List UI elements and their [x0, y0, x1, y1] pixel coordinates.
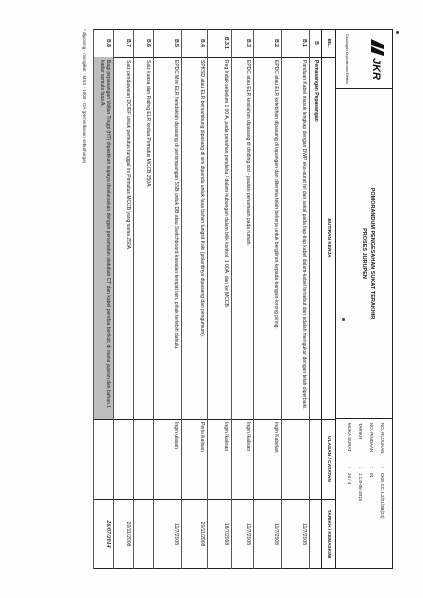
- row-description: Pemasangan Pepasangan: [313, 60, 319, 122]
- logo-text: JKR: [370, 58, 382, 81]
- row-number: B.8: [105, 39, 111, 47]
- reference-label: NO. RUJUKAN: [380, 423, 385, 454]
- row-number: B.5: [173, 39, 179, 47]
- table-row: [231, 29, 253, 569]
- table-row: [113, 29, 133, 569]
- row-description: EPDC atau ELR kelebihan dipasang di lapangan dan diterima telah bekerja untuk bergiliran kepada bangun-lorong piring.: [273, 60, 279, 329]
- rotated-form: [63, 29, 393, 569]
- row-date: 11/7/2008: [245, 523, 251, 545]
- row-note: Ingin Kabelan: [273, 422, 279, 453]
- row-number: B.3.1: [223, 37, 229, 49]
- row-description: Reg Induk sebelum 1.00 A, pada penahan pendahu / dalam hubungan dalam bilik kontrol. 1 00A. dan ke MCCB.: [223, 60, 229, 309]
- col-header-note: ULASAN / CATATAN: [321, 419, 335, 499]
- row-date: 11/7/2008: [301, 523, 307, 545]
- row-description: Saiz kuasa dan Rating ELR kedua Pemutus MCCB 250A.: [145, 60, 151, 188]
- row-description: Bagi pepasangan Voltan Tinggi (HT) dipastikan supaya diselaraskan dengan penamatan alatubah CT dan kabel pendua berikut; di mana jajaran dan bahan 1 kadar semula fasa A.: [94, 57, 113, 419]
- col-header-date: TARIKH / KEMASKINI: [321, 499, 335, 569]
- col-header-desc: BUTIRAN KERJA: [321, 57, 335, 419]
- row-note: [94, 419, 113, 499]
- reference-value: 24 / 4: [347, 473, 352, 485]
- row-number: B.3: [245, 39, 251, 47]
- row-date: 11/7/2008: [173, 523, 179, 545]
- table-row: [181, 29, 207, 569]
- reference-value: 1.1.0-05-2015: [358, 473, 363, 502]
- row-number: B.6: [145, 39, 151, 47]
- row-note: [114, 419, 133, 499]
- row-number: B.7: [125, 39, 131, 47]
- table-row: [133, 29, 153, 569]
- row-note: Perlu ikalisan: [199, 422, 205, 452]
- reference-separator: :: [347, 467, 352, 469]
- reference-row: [355, 423, 365, 565]
- row-note: Ingin Ikalisan: [245, 422, 251, 452]
- reference-value: CKE.CC.1.2/21/3B(24): [380, 473, 385, 519]
- jkr-logo-icon: [369, 37, 387, 81]
- row-date: 26/07/2014: [105, 520, 111, 548]
- table-row: [93, 29, 113, 569]
- form-header: [335, 29, 393, 569]
- title-box: [335, 89, 393, 419]
- scan-speck: [396, 31, 399, 34]
- reference-row: [344, 423, 354, 565]
- row-description: Panduan Kabel masuk lengkap dengan DWP eka-aurat fel dan sakal pada tiap-tiap kabel dalam-kabel tersebut dan adalah mengukur dengan telah diperbaiki.: [301, 60, 307, 410]
- row-date: [134, 499, 153, 569]
- logo-caption: Cawangan Kejuruteraan Elektrik: [345, 33, 349, 85]
- row-note: Ingin Ikalisan: [223, 422, 229, 452]
- row-note: Ingin ulasan: [173, 422, 179, 449]
- table-row: [281, 29, 309, 569]
- form-title: POMORANDUM PENGESAHAN SUKAT TERAKHIR: [369, 187, 375, 320]
- row-description: EPDC atau ELR kesilahan dipasang di dinding sisi - pautan penamaan pada rumah.: [245, 60, 251, 246]
- row-description: Saiz pendawaian DC/EF untuk pemutus tunggal ini Pemutus MCCB yang sama 250A.: [125, 60, 131, 251]
- reference-label: MUKA SURAT: [347, 423, 352, 452]
- reference-row: [366, 423, 376, 565]
- row-note: [310, 419, 321, 499]
- col-header-no: BIL.: [321, 29, 335, 57]
- row-number: B.1: [301, 39, 307, 47]
- row-number: B.4: [199, 39, 205, 47]
- reference-label: TARIKH: [358, 423, 363, 440]
- logo-box: [335, 29, 393, 89]
- reference-separator: :: [380, 467, 385, 469]
- row-date: 11/7/2008: [273, 523, 279, 545]
- form-subtitle: PROSES JURUPEN: [361, 228, 367, 279]
- reference-value: 01: [369, 473, 374, 479]
- reference-box: [335, 419, 393, 569]
- row-description: EPDC Mini ELR hendaklah dipasang di persimpangan SSB untuk DB atau Switchboard kawalan tempat lain, pihak terlebih dahulu.: [173, 60, 179, 350]
- table-row: [153, 29, 181, 569]
- row-date: [310, 499, 321, 569]
- row-number: B.2: [273, 39, 279, 47]
- reference-separator: :: [369, 467, 374, 469]
- row-description: SPKSD atau ELR bersambung dipasang di sini dipandu untuk fasa bahan tungsit Kaki (polaritinya dipasang dan pengumum).: [199, 60, 205, 338]
- row-number: B: [313, 41, 319, 45]
- reference-separator: :: [358, 467, 363, 469]
- footer-note: * dipotong - mengikut - MSS - 1000 - DA (pemeriksaan sebutharga): [82, 29, 87, 164]
- reference-label: NO. PINDAAN: [369, 423, 374, 453]
- row-date: 18/7/2008: [223, 522, 229, 546]
- row-date: 20/11/2008: [125, 521, 131, 547]
- row-date: 20/11/2008: [199, 521, 205, 547]
- row-note: [134, 419, 153, 499]
- table-row: [207, 29, 231, 569]
- table-row: [253, 29, 281, 569]
- reference-row: [377, 423, 387, 565]
- row-note: [282, 419, 309, 499]
- table-row: [309, 29, 321, 569]
